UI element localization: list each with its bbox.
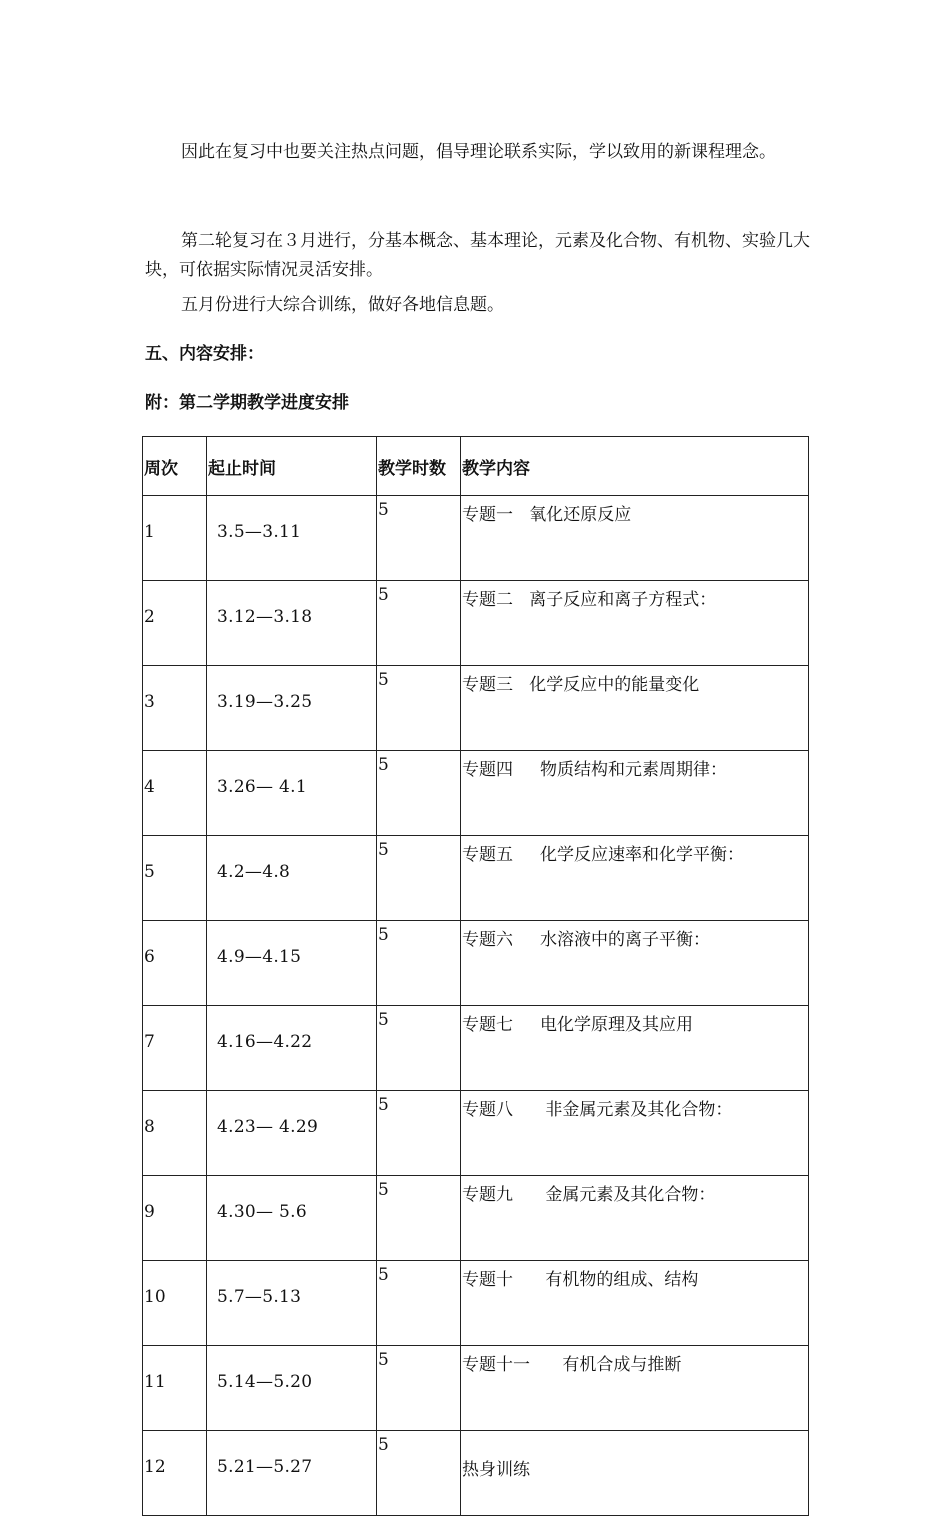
cell-content: 专题七 电化学原理及其应用 xyxy=(461,1006,809,1091)
cell-hours: 5 xyxy=(377,496,461,581)
table-row xyxy=(143,1261,809,1346)
table-row xyxy=(143,1346,809,1431)
cell-hours: 5 xyxy=(377,1431,461,1516)
header-content: 教学内容 xyxy=(461,437,809,496)
header-hours: 教学时数 xyxy=(377,437,461,496)
table-row xyxy=(143,836,809,921)
table-caption: 附：第二学期教学进度安排 xyxy=(145,393,349,413)
cell-content: 专题六 水溶液中的离子平衡： xyxy=(461,921,809,1006)
cell-week: 9 xyxy=(143,1176,207,1261)
cell-content: 热身训练 xyxy=(461,1431,809,1516)
cell-content: 专题五 化学反应速率和化学平衡： xyxy=(461,836,809,921)
cell-content: 专题十 有机物的组成、结构 xyxy=(461,1261,809,1346)
cell-hours: 5 xyxy=(377,836,461,921)
cell-content: 专题一 氧化还原反应 xyxy=(461,496,809,581)
cell-week: 8 xyxy=(143,1091,207,1176)
cell-hours: 5 xyxy=(377,581,461,666)
header-week: 周次 xyxy=(143,437,207,496)
table-row xyxy=(143,1176,809,1261)
cell-hours: 5 xyxy=(377,1091,461,1176)
schedule-table xyxy=(142,436,809,1516)
cell-hours: 5 xyxy=(377,751,461,836)
table-row xyxy=(143,581,809,666)
cell-hours: 5 xyxy=(377,1176,461,1261)
section-heading: 五、内容安排： xyxy=(145,344,264,364)
cell-content: 专题八 非金属元素及其化合物： xyxy=(461,1091,809,1176)
cell-week: 4 xyxy=(143,751,207,836)
cell-content: 专题三 化学反应中的能量变化 xyxy=(461,666,809,751)
table-row xyxy=(143,1091,809,1176)
cell-week: 3 xyxy=(143,666,207,751)
cell-hours: 5 xyxy=(377,1346,461,1431)
cell-content: 专题四 物质结构和元素周期律： xyxy=(461,751,809,836)
table-row xyxy=(143,751,809,836)
cell-hours: 5 xyxy=(377,921,461,1006)
cell-week: 7 xyxy=(143,1006,207,1091)
cell-dates: 4.16—4.22 xyxy=(207,1006,377,1091)
cell-dates: 4.30— 5.6 xyxy=(207,1176,377,1261)
paragraph-may-training: 五月份进行大综合训练，做好各地信息题。 xyxy=(181,295,504,315)
cell-dates: 3.26— 4.1 xyxy=(207,751,377,836)
cell-week: 12 xyxy=(143,1431,207,1516)
cell-content: 专题九 金属元素及其化合物： xyxy=(461,1176,809,1261)
table-row xyxy=(143,1006,809,1091)
table-row xyxy=(143,921,809,1006)
cell-week: 1 xyxy=(143,496,207,581)
cell-week: 10 xyxy=(143,1261,207,1346)
table-header-row xyxy=(143,437,809,496)
cell-dates: 4.23— 4.29 xyxy=(207,1091,377,1176)
cell-dates: 4.9—4.15 xyxy=(207,921,377,1006)
cell-dates: 3.19—3.25 xyxy=(207,666,377,751)
table-row xyxy=(143,496,809,581)
cell-week: 2 xyxy=(143,581,207,666)
cell-hours: 5 xyxy=(377,1261,461,1346)
cell-week: 5 xyxy=(143,836,207,921)
cell-dates: 5.21—5.27 xyxy=(207,1431,377,1516)
header-dates: 起止时间 xyxy=(207,437,377,496)
cell-dates: 3.5—3.11 xyxy=(207,496,377,581)
cell-dates: 3.12—3.18 xyxy=(207,581,377,666)
cell-content: 专题二 离子反应和离子方程式： xyxy=(461,581,809,666)
cell-hours: 5 xyxy=(377,1006,461,1091)
paragraph-hot-topics: 因此在复习中也要关注热点问题，倡导理论联系实际，学以致用的新课程理念。 xyxy=(181,142,776,162)
cell-dates: 4.2—4.8 xyxy=(207,836,377,921)
cell-dates: 5.14—5.20 xyxy=(207,1346,377,1431)
cell-dates: 5.7—5.13 xyxy=(207,1261,377,1346)
paragraph-second-round: 第二轮复习在３月进行，分基本概念、基本理论，元素及化合物、有机物、实验几大块，可依据实际情况灵活安排。 xyxy=(145,231,810,280)
cell-week: 11 xyxy=(143,1346,207,1431)
table-row xyxy=(143,666,809,751)
cell-hours: 5 xyxy=(377,666,461,751)
cell-week: 6 xyxy=(143,921,207,1006)
cell-content: 专题十一 有机合成与推断 xyxy=(461,1346,809,1431)
table-row xyxy=(143,1431,809,1516)
